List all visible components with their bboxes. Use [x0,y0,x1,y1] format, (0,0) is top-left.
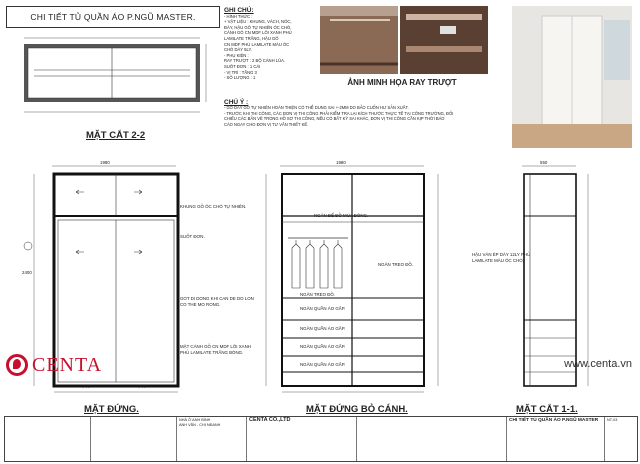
dim-width-front: 1980 [100,160,110,165]
tb-client: ANH VĂN - CHỊ NĐANH [179,423,221,427]
logo-text: CENTA [32,353,103,376]
caution-line: - GỖ DÀY GỖ TỰ NHIÊN HOÀN THIỆN CÓ THỂ DUNG SAI +-2MM DO BẢO CUỐN HƯ SẢN XUẤT. [224,105,409,111]
caution-block [224,100,506,127]
section-22-plan [14,30,214,130]
annotation-shelf-top: NGĂN ĐỂ ĐỒ MÙA ĐÔNG. [314,213,369,218]
annotation-drawer-4: NGĂN QUẦN ÁO GẤP. [300,362,346,367]
tb-signatures [357,417,507,461]
dim-depth: 550 [540,160,548,165]
annotation-door-2: CO THE MO RONG. [180,302,221,307]
notes-line: CÁNH GỖ CN MDF LÕI XANH PHỦ [224,30,292,36]
notes-line: RAY TRƯỢT : 2 BỘ CÁNH LÙA. [224,58,286,64]
notes-line: CHÓ DÀY 5LY. [224,47,252,53]
annotation-drawer-2: NGĂN QUẦN ÁO GẤP. [300,326,346,331]
dim-width-open: 1980 [336,160,346,165]
notes-line: SUỐT ĐƠN : 1 CÁI [224,63,261,69]
photo-caption: ẢNH MINH HỌA RAY TRƯỢT [347,78,457,87]
tb-company: CENTA CO.,LTD [249,417,291,423]
tb-revisions [5,417,91,461]
drawing-title: CHI TIẾT TỦ QUẦN ÁO P.NGŨ MASTER. [6,6,220,28]
dim-half-right: 744 [138,384,146,389]
caution-heading: CHÚ Ý : [224,99,249,106]
tb-project-name: NHÀ Ở ANH BÌNH [179,418,211,422]
annotation-rod: SUỐT ĐƠN. [180,234,205,239]
annotation-hanging-left: NGĂN TREO ĐỒ. [300,292,336,297]
tb-project [177,417,247,461]
dim-half-left: 744 [82,384,90,389]
annotation-panel-1: MẶT CÁNH GỖ CN MDF LÕI XANH [180,344,251,349]
centa-logo [6,350,102,380]
rail-photo-2 [400,6,488,74]
rail-photo-1 [320,6,398,74]
caution-line: - TRƯỚC KHI THI CÔNG, CÁC ĐƠN VỊ THI CÔNG PHẢI KIỂM TRA LẠI KÍCH THƯỚC THỰC TẾ TẠI CÔNG TRƯỜNG, ĐỐI [224,110,454,116]
notes-line: - VỊ TRÍ : TẦNG 3 [224,69,257,75]
caution-line: CHIẾU CÁC BẢN VẼ TRONG HỒ SƠ THI CÔNG, NẾU CÓ BẤT KỲ SAI KHÁC, ĐƠN VỊ THI CÔNG CẦN KỊP THỜI BÁO [224,116,445,122]
tb-company-cell [247,417,357,461]
tb-drawing-cell [507,417,605,461]
annotation-top-frame: KHUNG GỖ ÓC CHÓ TỰ NHIÊN. [180,204,247,209]
notes-heading: GHI CHÚ: [224,7,254,14]
title-block [4,416,638,462]
dim-height-front: 2400 [22,270,32,275]
annotation-hanging-right: NGĂN TREO ĐỒ. [378,262,414,267]
notes-line: - HÌNH THỨC : [224,13,253,19]
tb-revision-table [91,417,177,461]
website-text: www.centa.vn [564,358,632,370]
notes-line: - SỐ LƯỢNG : 1 [224,75,256,81]
caution-line: CÁO NGAY CHO ĐƠN VỊ TƯ VẤN THIẾT KẾ. [224,121,309,127]
annotation-back-2: LAMILATE MÀU ÓC CHÓ. [472,258,524,263]
label-section-11: MẶT CẮT 1-1. [516,404,578,415]
notes-line: - PHỤ KIỆN : [224,52,249,58]
annotation-back-1: HẬU VÁN ÉP DÀY 12LY PHỦ [472,252,531,257]
label-section-22: MẶT CẮT 2-2 [86,130,146,141]
label-front-open: MẶT ĐỨNG BỎ CÁNH. [306,404,408,415]
front-open-elevation [262,160,452,400]
logo-mark-icon [6,354,28,376]
annotation-panel-2: PHỦ LAMILATE TRẮNG BÓNG. [180,350,244,355]
notes-line: CN MDF PHỦ LAMILATE MÀU ÓC [224,41,290,47]
notes-line: ĐÁY, HẬU GỖ TỰ NHIÊN ÓC CHÓ, [224,24,292,30]
annotation-door-1: GOT DI DONG KHI CAN DE DO LON [180,296,254,301]
label-front: MẶT ĐỨNG. [84,404,139,415]
room-photo [512,6,632,148]
annotation-drawer-3: NGĂN QUẦN ÁO GẤP. [300,344,346,349]
tb-drawing-name: CHI TIẾT TỦ QUẦN ÁO P.NGŨ MASTER [509,418,599,423]
tb-sheet-cell [605,417,637,461]
notes-line: + VẬT LIỆU : KHUNG, VÁCH, NÓC, [224,19,292,25]
notes-line: LAMILATE TRẮNG, HẬU GỖ [224,35,279,41]
tb-sheet-no: NT-03 [607,418,618,422]
annotation-drawer-1: NGĂN QUẦN ÁO GẤP. [300,306,346,311]
